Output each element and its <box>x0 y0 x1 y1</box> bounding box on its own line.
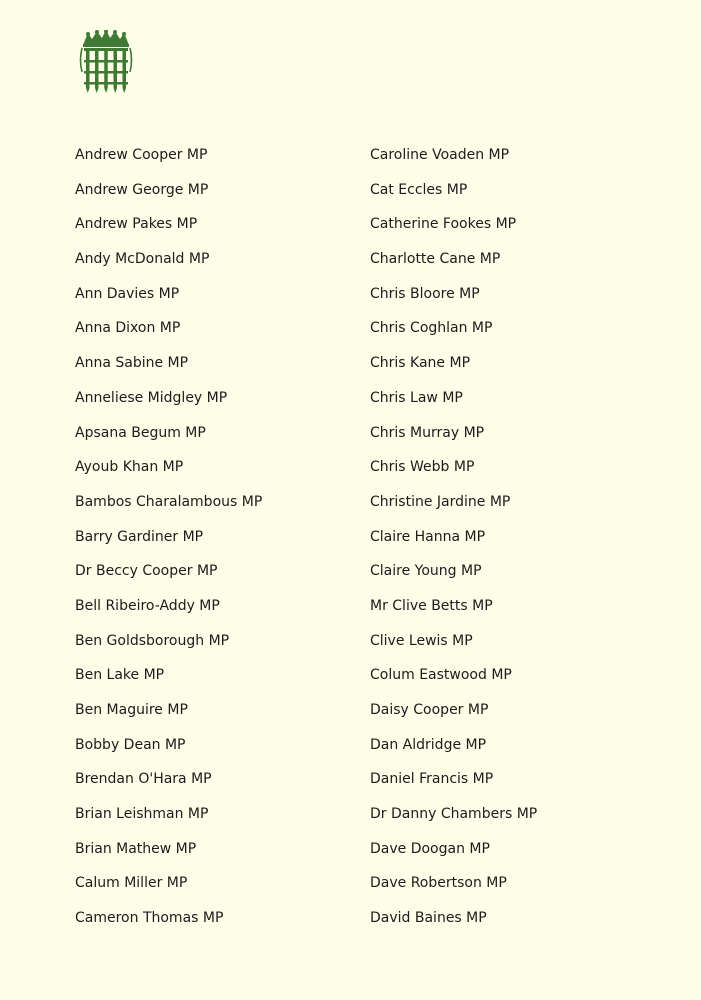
signatory-name: Daisy Cooper MP <box>370 702 489 718</box>
signatory-name: Charlotte Cane MP <box>370 251 501 268</box>
signatory-name: Anneliese Midgley MP <box>75 389 228 406</box>
signatory-name: Daniel Francis MP <box>370 771 494 788</box>
signatory-name: Dan Aldridge MP <box>370 736 487 753</box>
signatory-name: Andrew Cooper MP <box>75 147 208 163</box>
signatory-name: Clive Lewis MP <box>370 632 473 649</box>
signatory-name: Brian Mathew MP <box>75 840 197 857</box>
signatory-name: Bambos Charalambous MP <box>75 493 263 510</box>
signatory-name: Brendan O'Hara MP <box>75 771 212 788</box>
signatory-name: Chris Coghlan MP <box>370 320 493 337</box>
signatory-name: Claire Hanna MP <box>370 528 486 545</box>
signatory-name: Anna Dixon MP <box>75 320 181 337</box>
signatory-name: David Baines MP <box>370 910 487 927</box>
signatory-name: Bobby Dean MP <box>75 736 186 753</box>
signatory-name: Ben Goldsborough MP <box>75 632 230 649</box>
signatory-name: Mr Clive Betts MP <box>370 597 493 614</box>
signatory-name: Andrew George MP <box>75 181 209 198</box>
signatory-name: Ben Lake MP <box>75 667 165 684</box>
signatory-list-right <box>370 142 537 940</box>
signatory-name: Ann Davies MP <box>75 285 180 302</box>
signatory-name: Barry Gardiner MP <box>75 528 204 545</box>
signatory-name: Dr Beccy Cooper MP <box>75 563 218 580</box>
signatory-name: Chris Kane MP <box>370 355 471 372</box>
signatory-name: Calum Miller MP <box>75 875 188 892</box>
portcullis-crest-icon <box>78 30 134 94</box>
signatory-name: Brian Leishman MP <box>75 806 209 823</box>
signatory-name: Andrew Pakes MP <box>75 216 198 233</box>
signatory-list-left <box>75 142 262 940</box>
signatory-name: Cat Eccles MP <box>370 181 468 198</box>
signatory-name: Dave Robertson MP <box>370 875 507 892</box>
signatory-name: Dave Doogan MP <box>370 840 490 857</box>
signatory-name: Caroline Voaden MP <box>370 147 510 163</box>
signatory-name: Claire Young MP <box>370 563 482 580</box>
signatory-name: Christine Jardine MP <box>370 493 511 510</box>
signatory-name: Colum Eastwood MP <box>370 667 512 684</box>
signatory-name: Chris Webb MP <box>370 459 475 476</box>
signatory-name: Bell Ribeiro-Addy MP <box>75 597 220 614</box>
signatory-name: Chris Murray MP <box>370 424 485 441</box>
signatory-name: Ayoub Khan MP <box>75 459 184 476</box>
signatory-name: Catherine Fookes MP <box>370 216 517 233</box>
signatory-name: Andy McDonald MP <box>75 251 210 268</box>
signatory-name: Anna Sabine MP <box>75 355 189 372</box>
signatory-name: Chris Bloore MP <box>370 285 480 302</box>
signatory-name: Dr Danny Chambers MP <box>370 806 538 823</box>
signatory-name: Ben Maguire MP <box>75 702 188 718</box>
signatory-name: Apsana Begum MP <box>75 424 206 441</box>
signatory-name: Cameron Thomas MP <box>75 910 224 927</box>
signatory-name: Chris Law MP <box>370 389 463 406</box>
